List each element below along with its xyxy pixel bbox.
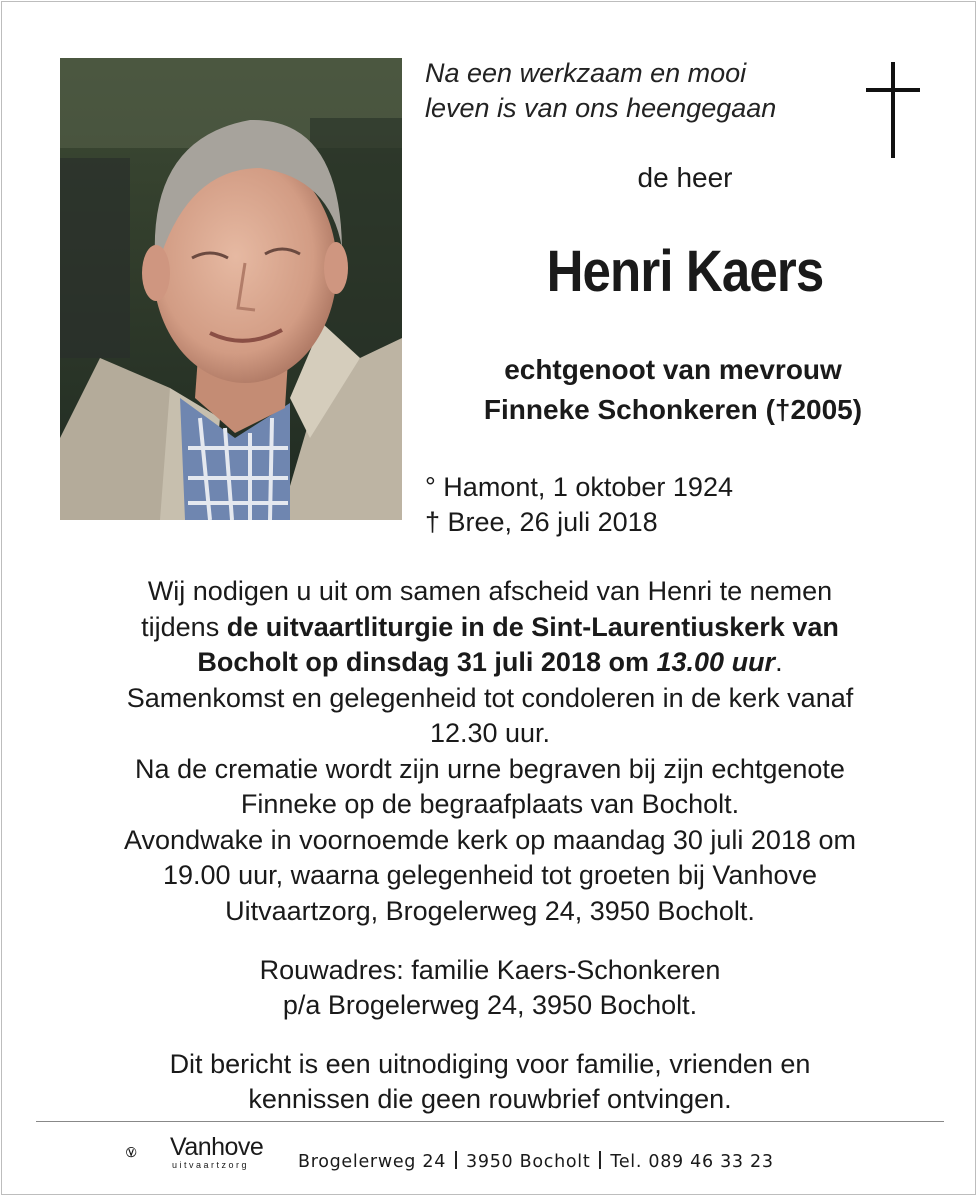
footer-phone: Tel. 089 46 33 23 xyxy=(610,1152,774,1172)
invitation-line: 19.00 uur, waarna gelegenheid tot groeten bij Vanhove xyxy=(163,860,817,890)
invitation-line xyxy=(40,645,940,681)
logo-subtitle: uitvaartzorg xyxy=(172,1160,250,1170)
closing-note xyxy=(40,1047,940,1117)
invitation-line: 12.30 uur. xyxy=(429,718,551,748)
separator xyxy=(455,1151,457,1169)
intro-line-2: leven is van ons heengegaan xyxy=(425,93,777,123)
period: . xyxy=(775,647,783,677)
footer-divider xyxy=(36,1121,944,1122)
invitation-text xyxy=(40,574,940,929)
address-line-1: Rouwadres: familie Kaers-Schonkeren xyxy=(259,955,721,985)
footer-contact xyxy=(298,1151,774,1172)
intro-text xyxy=(425,56,845,126)
vanhove-logo-icon xyxy=(125,1128,171,1176)
spouse-line-2: Finneke Schonkeren (†2005) xyxy=(483,394,863,425)
invitation-line xyxy=(40,610,940,646)
closing-line-2: kennissen die geen rouwbrief ontvingen. xyxy=(248,1084,732,1114)
footer-city: 3950 Bocholt xyxy=(466,1152,591,1172)
liturgy-time: 13.00 uur xyxy=(656,647,776,677)
address-line-2: p/a Brogelerweg 24, 3950 Bocholt. xyxy=(282,990,698,1020)
invitation-line: Uitvaartzorg, Brogelerweg 24, 3950 Bocholt. xyxy=(225,895,755,926)
invitation-prefix: tijdens xyxy=(141,611,227,642)
title-prefix: de heer xyxy=(637,162,733,193)
death-date: † Bree, 26 juli 2018 xyxy=(425,507,658,537)
invitation-line: Finneke op de begraafplaats van Bocholt. xyxy=(240,789,740,819)
invitation-line: Na de crematie wordt zijn urne begraven bij zijn echtgenote xyxy=(135,753,845,784)
invitation-line: Samenkomst en gelegenheid tot condoleren in de kerk vanaf xyxy=(126,682,854,713)
logo-name: Vanhove xyxy=(170,1133,264,1161)
invitation-line: Wij nodigen u uit om samen afscheid van Henri te nemen xyxy=(147,576,833,606)
birth-date: ° Hamont, 1 oktober 1924 xyxy=(425,472,733,502)
portrait-photo xyxy=(60,58,402,520)
intro-line-1: Na een werkzaam en mooi xyxy=(425,58,747,88)
life-dates xyxy=(425,470,733,540)
spouse-line-1: echtgenoot van mevrouw xyxy=(504,354,842,385)
deceased-name: Henri Kaers xyxy=(546,239,824,304)
spouse-info xyxy=(418,350,928,430)
liturgy-date: Bocholt op dinsdag 31 juli 2018 om xyxy=(197,647,657,677)
footer-street: Brogelerweg 24 xyxy=(298,1152,447,1172)
separator xyxy=(599,1151,601,1169)
liturgy-place: de uitvaartliturgie in de Sint-Laurentiuskerk van xyxy=(226,611,839,642)
mourning-address xyxy=(40,953,940,1023)
closing-line-1: Dit bericht is een uitnodiging voor familie, vrienden en xyxy=(169,1049,811,1079)
latin-cross-icon xyxy=(863,60,923,160)
invitation-line: Avondwake in voornoemde kerk op maandag 30 juli 2018 om xyxy=(124,824,856,855)
